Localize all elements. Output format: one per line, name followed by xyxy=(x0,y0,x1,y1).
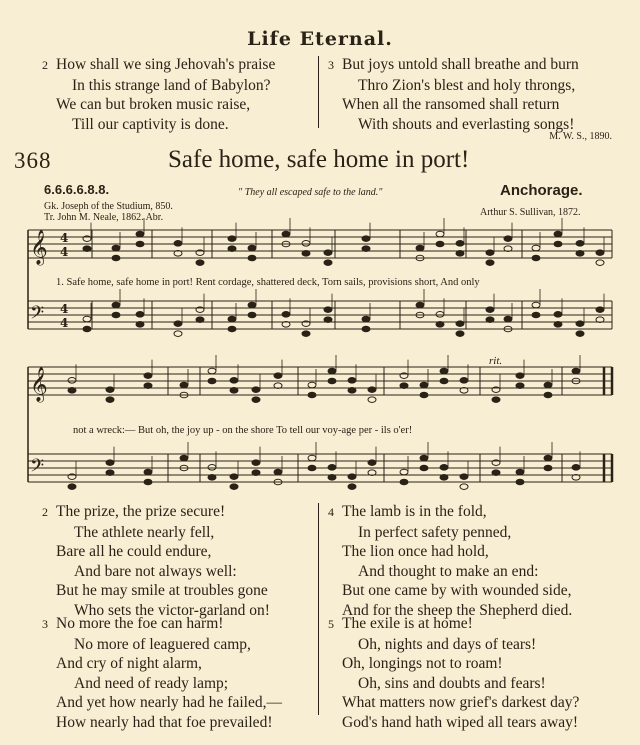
note-head xyxy=(596,250,604,256)
translator-line: Tr. John M. Neale, 1862. Abr. xyxy=(44,212,164,223)
note-head xyxy=(248,312,256,318)
note-head xyxy=(83,246,91,252)
note-head xyxy=(136,241,144,247)
time-signature: 4 xyxy=(60,231,69,245)
verse-number: 2 xyxy=(42,58,48,72)
note-head xyxy=(456,331,464,337)
time-signature: 4 xyxy=(60,316,69,330)
note-head xyxy=(68,378,76,384)
note-head xyxy=(228,236,236,242)
note-head xyxy=(348,378,356,384)
note-head xyxy=(328,368,336,374)
note-head xyxy=(274,373,282,379)
note-head xyxy=(362,326,370,332)
verse-number: 3 xyxy=(42,617,48,631)
note-head xyxy=(368,460,376,466)
note-head xyxy=(228,246,236,252)
note-head xyxy=(516,479,524,485)
note-head xyxy=(174,331,182,337)
stanza-3: 3 No more the foe can harm! No more of leaguered camp, And cry of night alarm, And need of ready lamp; And yet how nearly had he failed,— How nearly had that foe prevailed! xyxy=(42,615,282,731)
note-head xyxy=(282,231,290,237)
note-head xyxy=(196,260,204,266)
note-head xyxy=(308,465,316,471)
note-head xyxy=(456,241,464,247)
note-head xyxy=(302,241,310,247)
note-head xyxy=(544,392,552,398)
composer: Arthur S. Sullivan, 1872. xyxy=(480,207,581,218)
note-head xyxy=(68,388,76,394)
tune-name: Anchorage. xyxy=(500,182,583,199)
time-signature: 4 xyxy=(60,302,69,316)
note-head xyxy=(362,316,370,322)
note-head xyxy=(516,469,524,475)
note-head xyxy=(596,260,604,266)
note-head xyxy=(208,475,216,481)
lyric-line-2: not a wreck:— But oh, the joy up - on the shore To tell our voy-age per - ils o'er! xyxy=(73,425,413,436)
note-head xyxy=(112,245,120,251)
note-head xyxy=(106,470,114,476)
note-head xyxy=(308,382,316,388)
note-head xyxy=(492,470,500,476)
lyric-line-1: 1. Safe home, safe home in port! Rent cordage, shattered deck, Torn sails, provisions short, And only xyxy=(56,277,480,288)
note-head xyxy=(420,382,428,388)
meter: 6.6.6.6.8.8. xyxy=(44,182,110,197)
note-head xyxy=(544,465,552,471)
note-head xyxy=(324,260,332,266)
note-head xyxy=(324,317,332,323)
verse-number: 5 xyxy=(328,617,334,631)
note-head xyxy=(440,378,448,384)
note-head xyxy=(208,368,216,374)
note-head xyxy=(532,302,540,308)
note-head xyxy=(208,465,216,471)
note-head xyxy=(324,307,332,313)
note-head xyxy=(416,245,424,251)
note-head xyxy=(230,474,238,480)
note-head xyxy=(282,312,290,318)
note-head xyxy=(83,316,91,322)
note-head xyxy=(230,484,238,490)
note-head xyxy=(416,302,424,308)
note-head xyxy=(362,236,370,242)
note-head xyxy=(136,231,144,237)
note-head xyxy=(576,321,584,327)
note-head xyxy=(144,373,152,379)
note-head xyxy=(554,231,562,237)
note-head xyxy=(144,469,152,475)
note-head xyxy=(596,307,604,313)
note-head xyxy=(544,382,552,388)
note-head xyxy=(554,312,562,318)
note-head xyxy=(112,302,120,308)
prev-stanza-2: 2 How shall we sing Jehovah's praise In this strange land of Babylon? We can but broken music raise, Till our captivity is done. xyxy=(42,56,276,133)
note-head xyxy=(436,322,444,328)
note-head xyxy=(460,378,468,384)
note-head xyxy=(68,484,76,490)
treble-clef-icon: 𝄞 xyxy=(30,367,48,402)
note-head xyxy=(486,317,494,323)
note-head xyxy=(532,255,540,261)
section-title: Life Eternal. xyxy=(247,28,393,50)
column-divider xyxy=(318,503,319,715)
note-head xyxy=(420,465,428,471)
note-head xyxy=(106,460,114,466)
note-head xyxy=(504,316,512,322)
note-head xyxy=(554,322,562,328)
note-head xyxy=(228,326,236,332)
bass-clef-icon: 𝄢 xyxy=(30,303,45,328)
note-head xyxy=(368,397,376,403)
note-head xyxy=(112,312,120,318)
note-head xyxy=(572,368,580,374)
note-head xyxy=(532,312,540,318)
verse-number: 2 xyxy=(42,505,48,519)
stanza-4: 4 The lamb is in the fold, In perfect safety penned, The lion once had hold, And thought to make an end: But one came by with wounded side, And for the sheep the Shepherd died. xyxy=(328,503,573,619)
note-head xyxy=(248,245,256,251)
note-head xyxy=(516,383,524,389)
bass-clef-icon: 𝄢 xyxy=(30,456,45,481)
note-head xyxy=(460,474,468,480)
note-head xyxy=(136,312,144,318)
note-head xyxy=(348,474,356,480)
stanza-2: 2 The prize, the prize secure! The athlete nearly fell, Bare all he could endure, And bare not always well: But he may smile at troubles gone Who sets the victor-garland on! xyxy=(42,503,270,619)
note-head xyxy=(576,251,584,257)
verse-number: 4 xyxy=(328,505,334,519)
note-head xyxy=(440,368,448,374)
note-head xyxy=(328,475,336,481)
author-line: Gk. Joseph of the Studium, 850. xyxy=(44,201,173,212)
note-head xyxy=(252,387,260,393)
note-head xyxy=(136,322,144,328)
note-head xyxy=(252,460,260,466)
note-head xyxy=(328,465,336,471)
note-head xyxy=(486,307,494,313)
note-head xyxy=(302,331,310,337)
note-head xyxy=(83,326,91,332)
note-head xyxy=(106,387,114,393)
note-head xyxy=(348,484,356,490)
time-signature: 4 xyxy=(60,245,69,259)
ritardando-mark: rit. xyxy=(489,355,503,367)
note-head xyxy=(230,378,238,384)
note-head xyxy=(328,378,336,384)
note-head xyxy=(544,455,552,461)
note-head xyxy=(112,255,120,261)
note-head xyxy=(308,392,316,398)
note-head xyxy=(554,241,562,247)
note-head xyxy=(486,250,494,256)
note-head xyxy=(180,382,188,388)
note-head xyxy=(362,246,370,252)
note-head xyxy=(576,331,584,337)
note-head xyxy=(492,397,500,403)
prev-attribution: M. W. S., 1890. xyxy=(549,131,612,142)
note-head xyxy=(572,465,580,471)
note-head xyxy=(436,312,444,318)
note-head xyxy=(180,455,188,461)
note-head xyxy=(456,251,464,257)
note-head xyxy=(368,387,376,393)
note-head xyxy=(144,479,152,485)
note-head xyxy=(436,241,444,247)
note-head xyxy=(440,465,448,471)
note-head xyxy=(504,236,512,242)
hymn-title: Safe home, safe home in port! xyxy=(168,146,470,173)
note-head xyxy=(532,245,540,251)
note-head xyxy=(576,241,584,247)
verse-number: 3 xyxy=(328,58,334,72)
note-head xyxy=(308,455,316,461)
note-head xyxy=(348,388,356,394)
note-head xyxy=(144,383,152,389)
note-head xyxy=(174,241,182,247)
treble-clef-icon: 𝄞 xyxy=(30,230,48,265)
epigraph: " They all escaped safe to the land." xyxy=(238,187,383,198)
note-head xyxy=(228,316,236,322)
note-head xyxy=(440,475,448,481)
stanza-5: 5 The exile is at home! Oh, nights and days of tears! Oh, longings not to roam! Oh, sins and doubts and fears! What matters now grief's darkest day? God's hand hath wiped all tears away! xyxy=(328,615,580,731)
note-head xyxy=(302,251,310,257)
note-head xyxy=(208,378,216,384)
note-head xyxy=(400,479,408,485)
note-head xyxy=(248,255,256,261)
note-head xyxy=(420,392,428,398)
prev-stanza-3: 3 But joys untold shall breathe and burn Thro Zion's blest and holy throngs, When all the ransomed shall return With shouts and everlasting songs! xyxy=(328,56,579,133)
note-head xyxy=(420,455,428,461)
note-head xyxy=(324,250,332,256)
note-head xyxy=(456,321,464,327)
note-head xyxy=(248,302,256,308)
note-head xyxy=(106,397,114,403)
note-head xyxy=(516,373,524,379)
note-head xyxy=(274,469,282,475)
note-head xyxy=(252,397,260,403)
hymn-number: 368 xyxy=(14,148,52,173)
note-head xyxy=(252,470,260,476)
note-head xyxy=(460,484,468,490)
note-head xyxy=(436,231,444,237)
note-head xyxy=(196,317,204,323)
note-head xyxy=(486,260,494,266)
note-head xyxy=(400,383,408,389)
note-head xyxy=(400,469,408,475)
note-head xyxy=(174,321,182,327)
note-head xyxy=(230,388,238,394)
